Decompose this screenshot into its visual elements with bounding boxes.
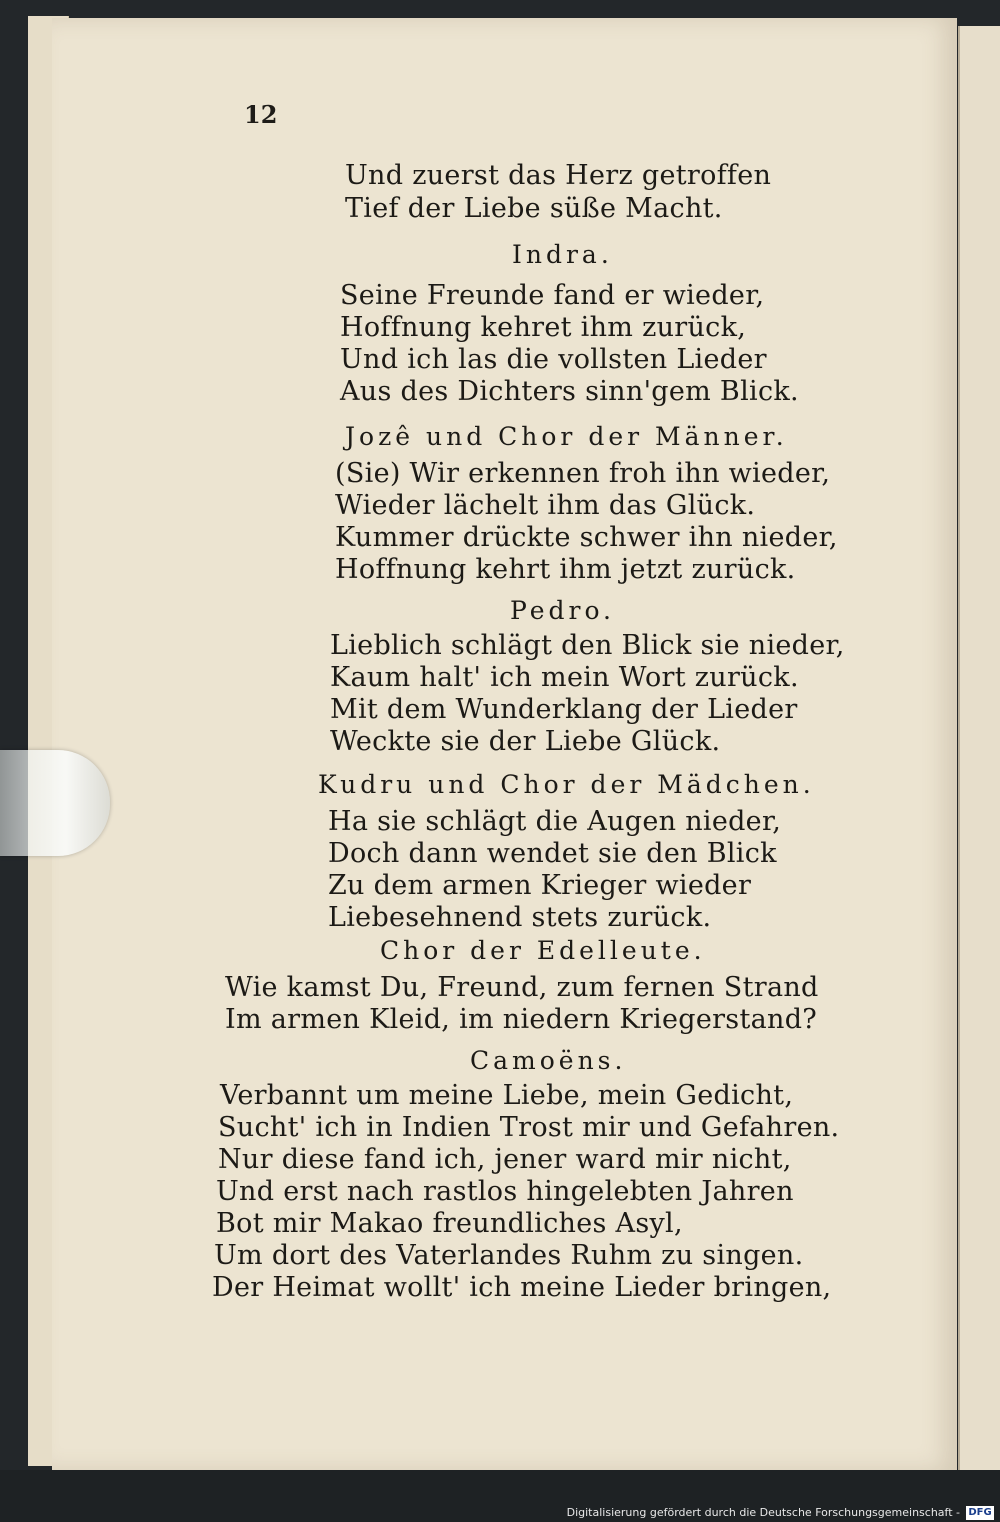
verse-line: (Sie) Wir erkennen froh ihn wieder, bbox=[335, 458, 831, 489]
verse-line: Weckte sie der Liebe Glück. bbox=[330, 726, 721, 757]
verse-line: Um dort des Vaterlandes Ruhm zu singen. bbox=[214, 1240, 804, 1271]
funding-notice: Digitalisierung gefördert durch die Deutsche Forschungsgemeinschaft - bbox=[566, 1506, 960, 1519]
verse-line: Bot mir Makao freundliches Asyl, bbox=[216, 1208, 683, 1239]
verse-line: Hoffnung kehret ihm zurück, bbox=[340, 312, 747, 343]
verse-line: Nur diese fand ich, jener ward mir nicht, bbox=[218, 1144, 792, 1175]
verse-line: Und zuerst das Herz getroffen bbox=[345, 160, 772, 191]
verse-line: Und erst nach rastlos hingelebten Jahren bbox=[216, 1176, 794, 1207]
verse-line: Verbannt um meine Liebe, mein Gedicht, bbox=[220, 1080, 794, 1111]
verse-line: Kummer drückte schwer ihn nieder, bbox=[335, 522, 838, 553]
verse-line: Wieder lächelt ihm das Glück. bbox=[335, 490, 756, 521]
verse-line: Wie kamst Du, Freund, zum fernen Strand bbox=[225, 972, 819, 1003]
speaker-heading: Jozê und Chor der Männer. bbox=[345, 422, 788, 451]
verse-line: Der Heimat wollt' ich meine Lieder bringen, bbox=[212, 1272, 832, 1303]
verse-line: Doch dann wendet sie den Blick bbox=[328, 838, 777, 869]
page-holder-clip bbox=[0, 750, 110, 856]
page-number: 12 bbox=[244, 100, 278, 129]
verse-line: Zu dem armen Krieger wieder bbox=[328, 870, 752, 901]
verse-line: Seine Freunde fand er wieder, bbox=[340, 280, 765, 311]
verse-line: Lieblich schlägt den Blick sie nieder, bbox=[330, 630, 845, 661]
verse-line: Mit dem Wunderklang der Lieder bbox=[330, 694, 798, 725]
verse-line: Kaum halt' ich mein Wort zurück. bbox=[330, 662, 799, 693]
verse-line: Im armen Kleid, im niedern Kriegerstand? bbox=[225, 1004, 818, 1035]
speaker-heading: Pedro. bbox=[510, 596, 616, 625]
speaker-heading: Camoëns. bbox=[470, 1046, 627, 1075]
verse-line: Ha sie schlägt die Augen nieder, bbox=[328, 806, 782, 837]
verse-line: Aus des Dichters sinn'gem Blick. bbox=[340, 376, 799, 407]
facing-page-edge bbox=[958, 26, 1000, 1470]
dfg-logo: DFG bbox=[966, 1506, 994, 1520]
speaker-heading: Indra. bbox=[512, 240, 613, 269]
verse-line: Liebesehnend stets zurück. bbox=[328, 902, 712, 933]
verse-line: Hoffnung kehrt ihm jetzt zurück. bbox=[335, 554, 796, 585]
verse-line: Sucht' ich in Indien Trost mir und Gefahren. bbox=[218, 1112, 840, 1143]
speaker-heading: Chor der Edelleute. bbox=[380, 936, 706, 965]
speaker-heading: Kudru und Chor der Mädchen. bbox=[318, 770, 815, 799]
verse-line: Und ich las die vollsten Lieder bbox=[340, 344, 767, 375]
verse-line: Tief der Liebe süße Macht. bbox=[345, 193, 723, 224]
